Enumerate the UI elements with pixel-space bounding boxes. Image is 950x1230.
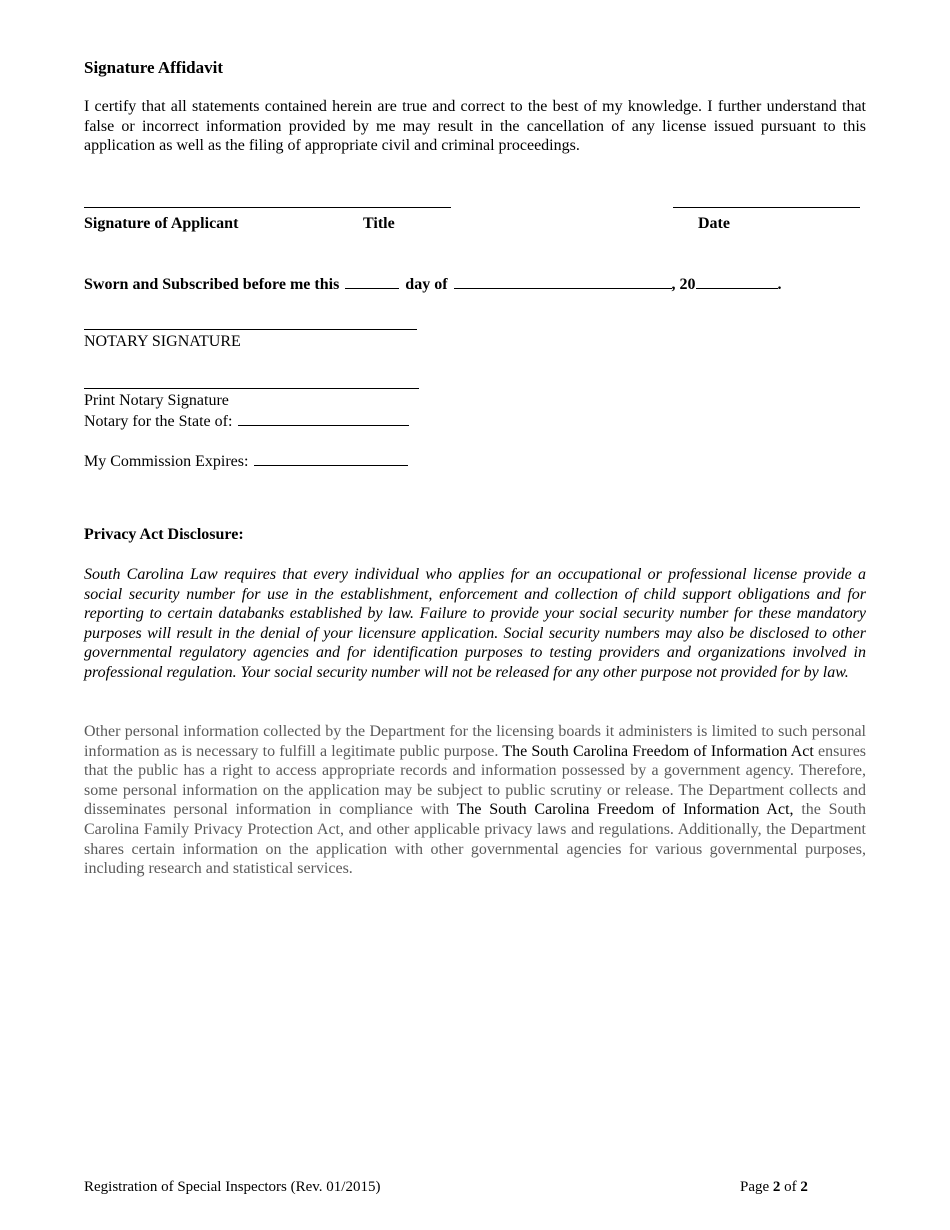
commission-row	[84, 451, 410, 472]
sworn-line	[84, 274, 782, 295]
privacy-para-part3: the South Carolina Family Privacy Protection Act, and other applicable privacy laws and regulations. Additionally, the Department shares certain information on the application with other governmental agencies for various governmental purposes, including research and statistical services.	[84, 801, 867, 878]
notary-state-label: Notary for the State of:	[84, 413, 233, 430]
foia-reference-2: The South Carolina Freedom of Information Act,	[456, 801, 794, 819]
sworn-prefix: Sworn and Subscribed before me this	[84, 276, 340, 293]
print-notary-signature-line[interactable]	[84, 388, 419, 389]
commission-blank[interactable]	[254, 451, 408, 466]
affidavit-paragraph: I certify that all statements contained herein are true and correct to the best of my knowledge. I further understand that false or incorrect information provided by me may result in the cancellation of any license issued pursuant to this application as well as the filing of appropriate civil and criminal proceedings.	[84, 98, 866, 155]
footer-form-name: Registration of Special Inspectors (Rev. 01/2015)	[84, 1179, 381, 1195]
day-blank[interactable]	[345, 274, 399, 289]
privacy-para-part1: Other personal information collected by the Department for the licensing boards it administers is limited to such personal information as is necessary to fulfill a legitimate public purpose.	[84, 723, 866, 760]
footer-page-total: 2	[800, 1179, 808, 1195]
sworn-suffix: .	[777, 276, 782, 293]
title-label: Title	[363, 215, 395, 232]
signature-of-applicant-label: Signature of Applicant	[84, 215, 239, 232]
month-blank[interactable]	[454, 274, 672, 289]
date-label: Date	[698, 215, 730, 232]
footer-page-number	[740, 1179, 808, 1196]
affidavit-heading: Signature Affidavit	[84, 58, 224, 77]
notary-state-row	[84, 411, 411, 432]
commission-label: My Commission Expires:	[84, 453, 249, 470]
notary-signature-label: NOTARY SIGNATURE	[84, 333, 241, 350]
notary-signature-line[interactable]	[84, 329, 417, 330]
year-blank[interactable]	[696, 274, 778, 289]
privacy-para-part2: ensures that the public has a right to access appropriate records and information possessed by a government agency. Therefore, some personal information on the application may be subject to public scrutiny or release. The Department collects and disseminates personal information in compliance with	[84, 742, 867, 819]
footer-page-of: of	[780, 1179, 801, 1195]
footer-page-current: 2	[772, 1179, 781, 1195]
foia-reference-1: The South Carolina Freedom of Information Act	[502, 742, 814, 760]
notary-state-blank[interactable]	[238, 411, 409, 426]
footer-page-word: Page	[740, 1179, 773, 1195]
date-line[interactable]	[673, 207, 860, 208]
applicant-signature-line[interactable]	[84, 207, 451, 208]
privacy-heading: Privacy Act Disclosure:	[84, 526, 244, 543]
print-notary-signature-label: Print Notary Signature	[84, 392, 229, 409]
privacy-info-paragraph	[84, 722, 866, 879]
privacy-italic-paragraph: South Carolina Law requires that every individual who applies for an occupational or professional license provide a social security number for use in the establishment, enforcement and collection of child support obligations and for reporting to certain databanks established by law. Failure to provide your social security number for these mandatory purposes will result in the denial of your licensure application. Social security numbers may also be disclosed to other governmental regulatory agencies and for identification purposes to testing providers and organizations involved in professional regulation. Your social security number will not be released for any other purpose not provided for by law.	[84, 566, 866, 681]
sworn-year-prefix: , 20	[671, 276, 696, 293]
sworn-day-of: day of	[405, 276, 448, 293]
